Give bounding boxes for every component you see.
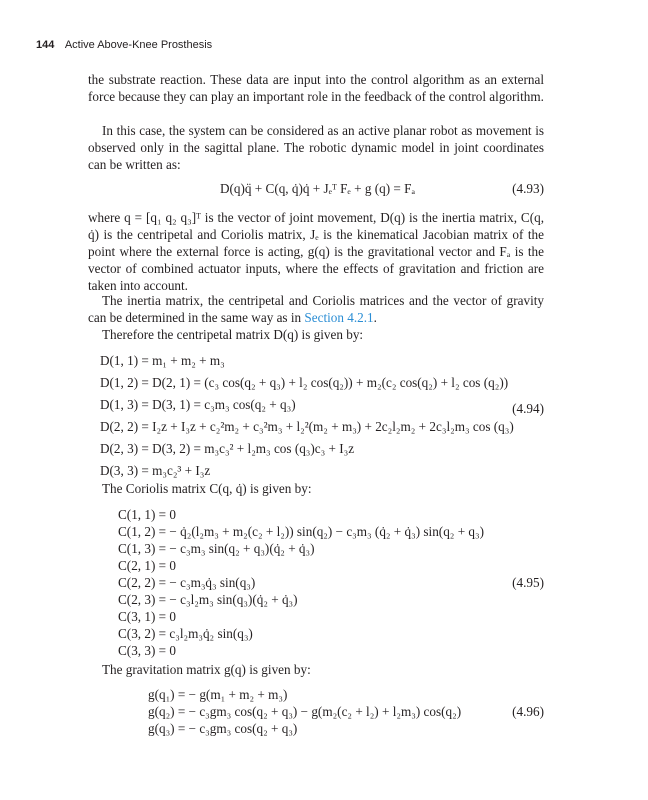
eq-4-96-line: g(q₂) = − c₃gm₃ cos(q₂ + q₃) − g(m₂(c₂ + l₂) + l₂m₃) cos(q₂) <box>148 704 462 719</box>
paragraph-6-block <box>88 480 544 497</box>
paragraph-7-block <box>88 661 544 678</box>
paragraph-5-block <box>88 326 544 343</box>
eq-4-95-line: C(1, 1) = 0 <box>118 507 176 522</box>
paragraph-2: In this case, the system can be considered as an active planar robot as movement is observed only in the sagittal plane. The robotic dynamic model in joint coordinates can be written as: <box>88 123 544 172</box>
equation-4-94-number: (4.94) <box>512 401 544 416</box>
paragraph-6: The Coriolis matrix C(q, q̇) is given by: <box>102 481 312 496</box>
eq-4-94-line: D(1, 1) = m₁ + m₂ + m₃ <box>100 353 225 368</box>
eq-4-95-line: C(2, 1) = 0 <box>118 558 176 573</box>
eq-4-95-line: C(3, 3) = 0 <box>118 643 176 658</box>
paragraph-4-block <box>88 292 544 326</box>
equation-4-94 <box>88 352 544 478</box>
eq-4-96-line: g(q₃) = − c₃gm₃ cos(q₂ + q₃) <box>148 721 298 736</box>
page-number: 144 <box>36 39 55 51</box>
paragraph-3-block <box>88 209 544 294</box>
eq-4-94-line: D(1, 3) = D(3, 1) = c₃m₃ cos(q₂ + q₃) <box>100 397 296 412</box>
running-title: Active Above-Knee Prosthesis <box>64 39 213 51</box>
eq-4-94-line: D(1, 2) = D(2, 1) = (c₃ cos(q₂ + q₃) + l₂ cos(q₂)) + m₂(c₂ cos(q₂) + l₂ cos (q₂)) <box>100 375 509 390</box>
paragraph-4-text: The inertia matrix, the centripetal and Coriolis matrices and the vector of gravity can be determined in the same way as in <box>88 293 544 325</box>
equation-4-93-number: (4.93) <box>512 181 544 196</box>
eq-4-94-line: D(2, 2) = I₂z + I₃z + c₂²m₂ + c₃²m₃ + l₂²(m₂ + m₃) + 2c₂l₂m₂ + 2c₃l₂m₃ cos (q₃) <box>100 419 514 434</box>
equation-4-93-expression: D(q)q̈ + C(q, q̇)q̇ + Jₑᵀ Fₑ + g (q) = Fₐ <box>220 181 416 196</box>
eq-4-95-line: C(1, 3) = − c₃m₃ sin(q₂ + q₃)(q̇₂ + q̇₃) <box>118 541 315 556</box>
paragraph-4 <box>88 292 544 326</box>
paragraph-3: where q = [q₁ q₂ q₃]ᵀ is the vector of joint movement, D(q) is the inertia matrix, C(q, q̇) is the centripetal and Coriolis matrix, Jₑ is the kinematical Jacobian matrix of the point where the external force is acting, g(q) is the gravitational vector and Fₐ is the vector of combined actuator inputs, where the effects of gravitation and friction are taken into account. <box>88 210 544 293</box>
paragraph-1-block <box>88 71 544 105</box>
eq-4-95-line: C(2, 3) = − c₃l₂m₃ sin(q₃)(q̇₂ + q̇₃) <box>118 592 298 607</box>
paragraph-4-end: . <box>373 310 377 325</box>
eq-4-94-line: D(3, 3) = m₃c₂³ + I₃z <box>100 463 211 478</box>
eq-4-95-line: C(2, 2) = − c₃m₃q̇₃ sin(q₃) <box>118 575 256 590</box>
paragraph-5: Therefore the centripetal matrix D(q) is given by: <box>102 327 364 342</box>
eq-4-95-line: C(3, 2) = c₃l₂m₃q̇₂ sin(q₃) <box>118 626 253 641</box>
equation-4-96-number: (4.96) <box>512 704 544 719</box>
eq-4-95-line: C(3, 1) = 0 <box>118 609 176 624</box>
eq-4-94-line: D(2, 3) = D(3, 2) = m₃c₃² + l₂m₃ cos (q₃)c₃ + I₃z <box>100 441 355 456</box>
eq-4-95-line: C(1, 2) = − q̇₂(l₂m₃ + m₂(c₂ + l₂)) sin(q₂) − c₃m₃ (q̇₂ + q̇₃) sin(q₂ + q₃) <box>118 524 485 539</box>
paragraph-2-block <box>88 122 544 173</box>
running-header <box>36 39 212 51</box>
equation-4-95 <box>88 506 544 656</box>
paragraph-1: the substrate reaction. These data are input into the control algorithm as an external force because they can play an important role in the feedback of the control algorithm. <box>88 72 544 104</box>
paragraph-7: The gravitation matrix g(q) is given by: <box>102 662 311 677</box>
equation-4-95-number: (4.95) <box>512 575 544 590</box>
section-4-2-1-link[interactable]: Section 4.2.1 <box>304 310 374 325</box>
eq-4-96-line: g(q₁) = − g(m₁ + m₂ + m₃) <box>148 687 288 702</box>
equation-4-96 <box>88 686 544 738</box>
